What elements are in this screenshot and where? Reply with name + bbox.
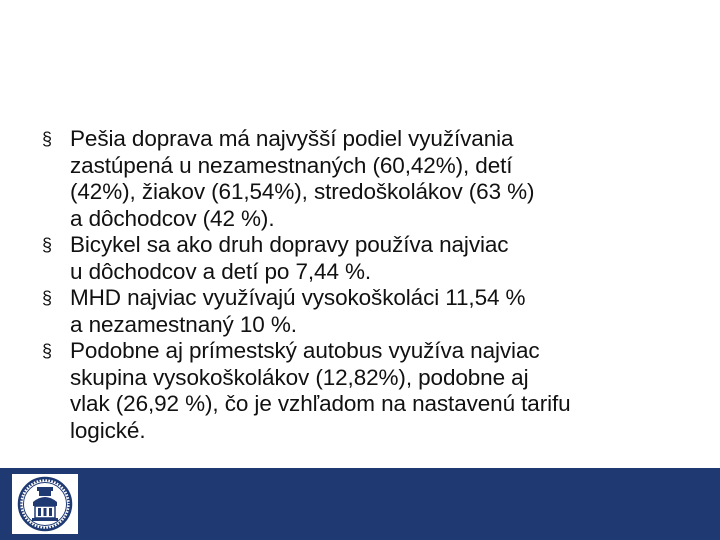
bullet-item <box>38 232 698 285</box>
bullet-line: skupina vysokoškolákov (12,82%), podobne aj <box>70 364 529 390</box>
university-logo <box>12 474 78 534</box>
bullet-marker: § <box>42 235 52 255</box>
bullet-line: zastúpená u nezamestnaných (60,42%), detí <box>70 152 513 178</box>
bullet-marker: § <box>42 129 52 149</box>
bullet-item <box>38 126 698 232</box>
bullet-line: u dôchodcov a detí po 7,44 %. <box>70 258 372 284</box>
bullet-line: vlak (26,92 %), čo je vzhľadom na nastavenú tarifu <box>70 391 571 416</box>
bullet-item <box>38 338 698 444</box>
bullet-line: a dôchodcov (42 %). <box>70 205 275 231</box>
bullet-marker: § <box>42 288 52 308</box>
bullet-list <box>38 126 698 444</box>
bullet-marker: § <box>42 341 52 361</box>
bullet-item <box>38 285 698 338</box>
bullet-line: Bicykel sa ako druh dopravy používa najviac <box>70 232 509 257</box>
bullet-line: (42%), žiakov (61,54%), stredoškolákov (63 %) <box>70 179 535 204</box>
bullet-line: Pešia doprava má najvyšší podiel využívania <box>70 126 514 151</box>
university-seal-icon <box>16 476 74 532</box>
bullet-line: logické. <box>70 417 146 443</box>
bullet-line: Podobne aj prímestský autobus využíva najviac <box>70 338 540 363</box>
footer-bar <box>0 468 720 540</box>
slide-content <box>38 126 698 444</box>
bullet-line: a nezamestnaný 10 %. <box>70 311 297 337</box>
bullet-line: MHD najviac využívajú vysokoškoláci 11,54 % <box>70 285 526 310</box>
